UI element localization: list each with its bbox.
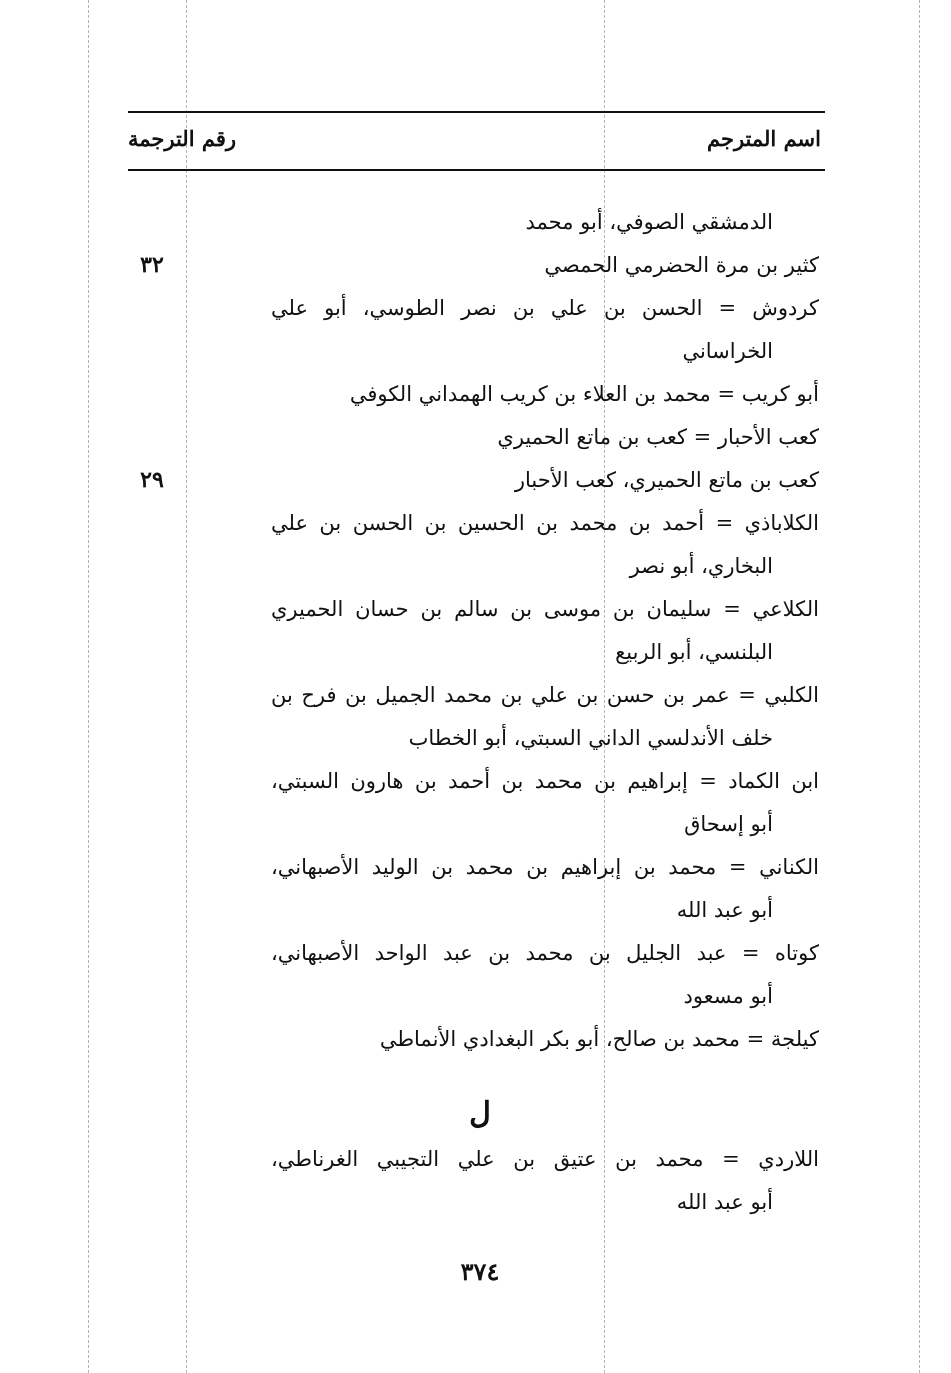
entry-line: الكلبي = عمر بن حسن بن علي بن محمد الجميل بن فرح بن [271, 683, 819, 707]
entry-line: البلنسي، أبو الربيع [615, 640, 773, 664]
entry-line: كردوش = الحسن بن علي بن نصر الطوسي، أبو علي [271, 296, 819, 320]
entry-line: البخاري، أبو نصر [629, 554, 773, 578]
entry-number: ٣٢ [140, 252, 164, 278]
entry-line: اللاردي = محمد بن عتيق بن علي التجيبي الغرناطي، [271, 1147, 819, 1171]
number-column-heading: رقم الترجمة [128, 126, 237, 151]
entry-line: أبو عبد الله [676, 1190, 773, 1214]
entry-line: أبو عبد الله [676, 898, 773, 922]
name-column-heading: اسم المترجم [707, 126, 821, 151]
entry-line: كعب بن ماتع الحميري، كعب الأحبار [514, 468, 819, 492]
entry-line: كثير بن مرة الحضرمي الحمصي [544, 253, 819, 277]
entry-line: الدمشقي الصوفي، أبو محمد [525, 210, 773, 234]
entry-line: أبو مسعود [683, 984, 773, 1008]
entry-number: ٢٩ [140, 467, 164, 493]
entry-line: أبو كريب = محمد بن العلاء بن كريب الهمداني الكوفي [349, 382, 819, 406]
entry-line: كعب الأحبار = كعب بن ماتع الحميري [497, 425, 819, 449]
entry-line: الكلاعي = سليمان بن موسى بن سالم بن حسان الحميري [271, 597, 819, 621]
entry-line: ابن الكماد = إبراهيم بن محمد بن أحمد بن هارون السبتي، [271, 769, 819, 793]
entry-line: أبو إسحاق [684, 812, 773, 836]
entry-line: كوتاه = عبد الجليل بن محمد بن عبد الواحد الأصبهاني، [271, 941, 819, 965]
page-number: ٣٧٤ [460, 1257, 500, 1286]
entry-line: الكلاباذي = أحمد بن محمد بن الحسين بن الحسن بن علي [271, 511, 819, 535]
entry-line: خلف الأندلسي الداني السبتي، أبو الخطاب [408, 726, 773, 750]
section-letter-heading: ل [469, 1096, 491, 1131]
entry-line: الكناني = محمد بن إبراهيم بن محمد بن الوليد الأصبهاني، [271, 855, 819, 879]
entry-line: كيلجة = محمد بن صالح، أبو بكر البغدادي الأنماطي [379, 1027, 819, 1051]
entry-line: الخراساني [682, 339, 773, 363]
